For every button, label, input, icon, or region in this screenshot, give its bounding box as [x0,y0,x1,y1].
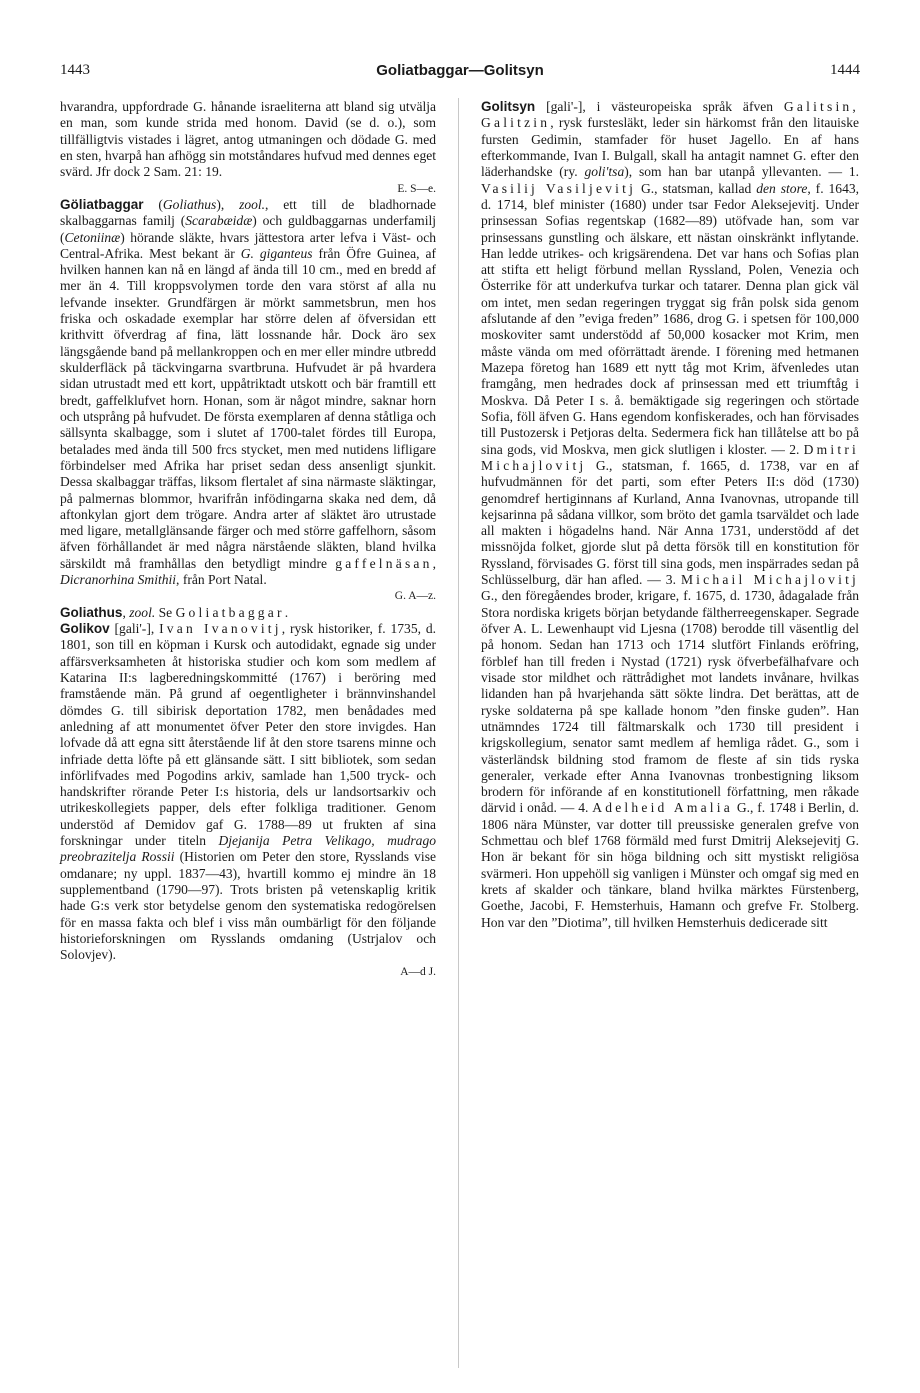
left-column [60,99,436,980]
author-signature: G. A—z. [394,590,436,603]
author-signature: A—d J. [400,965,436,978]
entry-golikov: Golikov [gali'-], Ivan Ivanovitj, rysk historiker, f. 1735, d. 1801, son till en köpman i Kursk och autodidakt, egnade sig under affärsverksamheten åt historiska studier och kom som medlem af Katarina II:s lagberedningskommitté (1767) i beröring med framstående män. På grund af oegentligheter i brännvinshandel dömdes G. till sibirisk deportation 1782, men benådades med anledning af att monumentet öfver Peter den store invigdes. Han lofvade då att egna sitt återstående lif åt den store tsarens minne och infriade detta löfte på ett glänsande sätt. I sitt bibliotek, som sedan införlifvades med Pogodins arkiv, samlade han 1,500 tryck- och handskrifter rörande Peter I:s historia, dels ur landsortsarkiv och utrikeskollegiets papper, dels efter folkliga traditioner. Genom understöd af Demidov gaf G. 1788—89 ut frukten af sina forskningar under titeln Djejanija Petra Velikago, mudrago preobrazitelja Rossii (Historien om Peter den store, Rysslands vise omdanare; ny uppl. 1837—43), hvartill kommo ej mindre än 18 supplementband (1790—97). Trots bristen på vetenskaplig kritik hade G:s verk stor betydelse genom den systematiska redogörelsen för en massa fakta och blef i viss mån oumbärligt för den följande historieforskningen om Rysslands omdaning (Ustrjalov och Solovjev). A—d J. [60,621,436,980]
page-header [60,62,860,84]
running-title: Goliatbaggar—Golitsyn [376,62,544,79]
page-number-left: 1443 [60,62,90,78]
entry-goliat-continuation: hvarandra, uppfordrade G. hånande israeliterna att bland sig utvälja en man, som kunde strida med honom. David (se d. o.), som tillfälligtvis vistades i lägret, antog utmaningen och dödade G. med en sten, hvarpå han afhögg sin motståndares hufvud med dennes eget svärd. Jfr dock 2 Sam. 21: 19. E. S—e. [60,99,436,197]
headword: Goliathus [60,604,123,620]
right-column [481,99,859,931]
entry-goliatbaggar: Göliatbaggar (Goliathus), zool., ett till de bladhornade skalbaggarnas familj (Scarabæidæ) och guldbaggarnas underfamilj (Cetoniinæ) hörande släkte, hvars jättestora arter lefva i Väst- och Central-Afrika. Mest bekant är G. giganteus från Öfre Guinea, af hvilken hannen kan nå en längd af ända till 10 cm., med en bredd af mer än 4. Till kroppsvolymen torde den vara störst af alla nu lefvande insekter. Grundfärgen är mörkt sammetsbrun, men hos friska och oskadade exemplar har större delen af öfversidan ett krithvitt öfverdrag af fina, lätt lossnande hår. Dock äro sex längsgående band på mellankroppen och en mer eller mindre utbredd skulderfläck på täckvingarna svartbruna. Hufvudet är på hvardera sidan utrustadt med ett kort, uppåtriktadt utskott och bär framtill ett bredt, gaffelklufvet horn. Honan, som är något mindre, saknar horn och utsprång på hufvudet. De första exemplaren af denna ståtliga och sällsynta skalbagge, som i slutet af 1700-talet fördes till Europa, betalades med ända till 500 frcs stycket, men med nutidens lifligare förbindelser med Afrika har priset sedan dess ansenligt sjunkit. Dessa skalbaggar träffas, liksom flertalet af sina närmaste släktingar, på palmernas blommor, hvarifrån infödingarna skaka ned dem, då aftonkylan gjort dem trögare. Andra arter af släktet äro utrustade med ligare, metallglänsande färger och med större gaffelhorn, såsom äfven förhållandet är med några närstående släkten, bland hvilka särskildt må framhållas den betydligt mindre gaffelnäsan, Dicranorhina Smithii, från Port Natal. G. A—z. [60,197,436,605]
column-divider [458,98,459,1368]
page-number-right: 1444 [830,62,860,78]
headword: Golikov [60,621,110,636]
entry-goliathus: Goliathus, zool. Se Goliatbaggar. [60,604,289,620]
author-signature: E. S—e. [397,182,436,195]
headword: Golitsyn [481,99,536,114]
headword: Göliatbaggar [60,196,144,212]
entry-golitsyn: Golitsyn [gali'-], i västeuropeiska språk äfven Galitsin, Galitzin, rysk furstesläkt, leder sin härkomst från den litauiske fursten Gedimin, stamfader för huset Jagello. En af hans efterkommande, Ivan I. Bulgall, skall ha antagit namnet G. efter den läderhandske (ry. goli'tsa), som han bar utanpå yllevanten. — 1. Vasilij Vasiljevitj G., statsman, kallad den store, f. 1643, d. 1714, blef minister (1680) under tsar Fedor Aleksejevitj. Under prinsessan Sofias regentskap (1682—89) utöfvade han, som var prinsessans gunstling och älskare, ett nästan oinskränkt inflytande. Han ledde utrikes- och krigsärendena. Det var hans och Sofias plan att stifta ett heligt förbund mellan Ryssland, Polen, Venezia och Österrike för att underkufva turkar och tatarer. Denna plan gick väl om intet, men sedan regeringen tryggat sig från polsk sida genom afslutande af den ”eviga freden” 1686, drog G. i spetsen för 100,000 moskoviter samt understödd af 50,000 kosacker mot Krim, men måste vända om med oförrättadt ärende. I förening med hetmanen Mazepa företog han 1689 ett nytt tåg mot Krim, äfvenledes utan framgång, men hedrades dock af prinsessan med ett triumftåg i Moskva. Då Peter I s. å. bemäktigade sig regeringen och störtade Sofia, föll äfven G. Hans egendom konfiskerades, och han förvisades till Pustozersk i Petjoras delta. Sedermera fick han tillåtelse att bo på sina gods, vid Moskva, men gick slutligen i kloster. — 2. Dmitri Michajlovitj G., statsman, f. 1665, d. 1738, var en af hufvudmännen för det parti, som efter Peters II:s död (1730) genomdref hertiginnans af Kurland, Anna Ivanovnas, utropande till kejsarinna på sådana villkor, som bröto det gamla tsarväldet och lade all makten i högadelns hand. När Anna 1731, understödd af det missnöjda folket, gjorde slut på detta försök till en konstitution för Ryssland, förvisades G. först till sina gods, men inspärrades sedan på Schlüsselburg, där han afled. — 3. Michail Michajlovitj G., den föregåendes broder, krigare, f. 1675, d. 1730, ådagalade från Stora nordiska krigets början betydande fältherreegenskaper. Segrade öfver A. L. Lewenhaupt vid Ljesna (1708) berodde till väsentlig del på honom. Sedan han 1713 och 1714 slutfört Finlands eröfring, förblef han till freden i Nystad (1721) rysk öfverbefälhafvare och visade stor mildhet och rättrådighet mot landets invånare, hvilkas lidanden han på hvarjehanda sätt sökte lindra. Det berättas, att de ryske soldaterna på spe kallade honom ”den finske guden”. Han utnämndes 1724 till fältmarskalk och 1730 till president i krigskollegium, senator samt medlem af hemliga rådet. G., som i västerländsk bildning stod framom de fleste af sin tids ryska generaler, verkade efter Anna Ivanovnas tronbestigning liksom brodern för införande af en konstitutionell författning, men råkade därvid i onåd. — 4. Adelheid Amalia G., f. 1748 i Berlin, d. 1806 nära Münster, var dotter till preussiske generalen grefve von Schmettau och blef 1768 förmäld med furst Dmitrij Aleksejevitj G. Hon är bekant för sin höga bildning och sitt mystiskt religiösa svärmeri. Hon uppehöll sig vanligen i Münster och omgaf sig med en krets af skalder och tänkare, bland hvilka märktes Fürstenberg, Goethe, Jacobi, F. Hemsterhuis, Hamann och grefve Fr. Stolberg. Hon var den ”Diotima”, till hvilken Hemsterhuis dedicerade sitt [481,99,860,930]
